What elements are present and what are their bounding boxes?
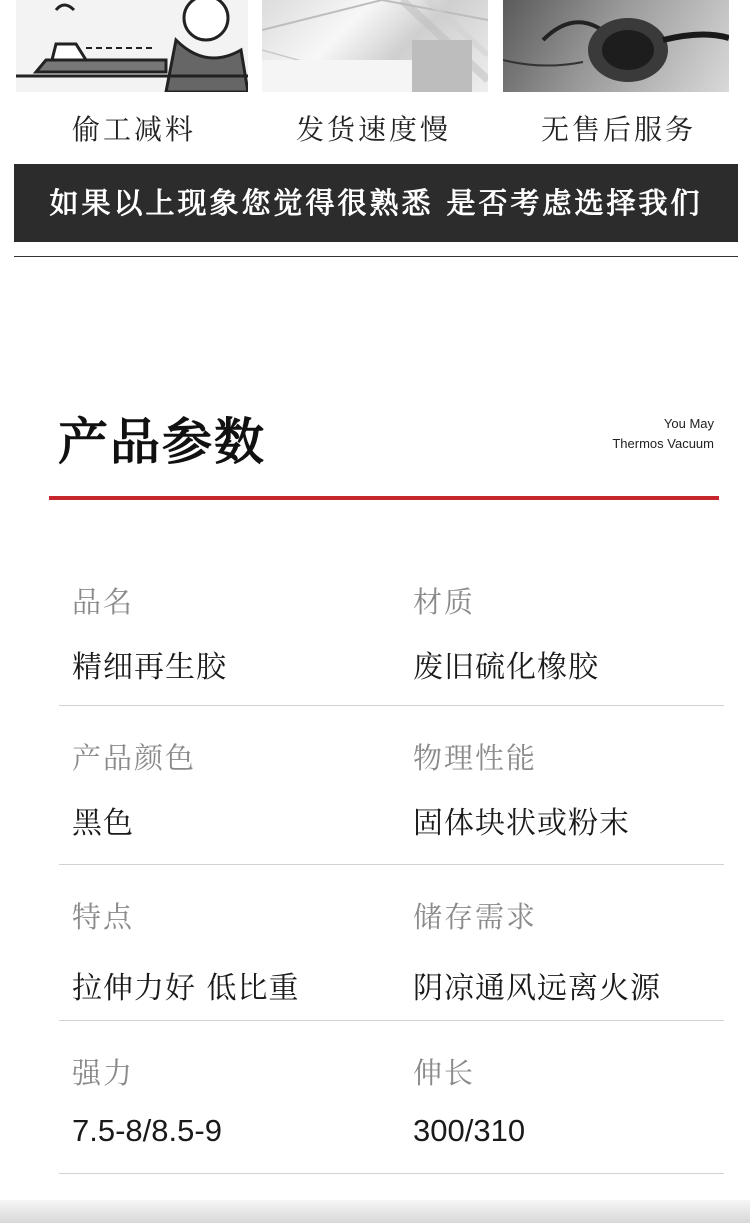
param-value: 拉伸力好 低比重 bbox=[72, 971, 300, 1006]
section-subtitle-line1: You May bbox=[663, 416, 714, 431]
headset-icon bbox=[503, 0, 729, 92]
package-icon bbox=[262, 0, 488, 92]
feature-caption-slow-shipping: 发货速度慢 bbox=[296, 113, 452, 146]
section-accent-rule bbox=[49, 496, 719, 500]
param-value: 300/310 bbox=[413, 1113, 526, 1148]
feature-caption-no-after-sales: 无售后服务 bbox=[541, 113, 697, 146]
param-label: 储存需求 bbox=[413, 900, 538, 934]
param-label: 品名 bbox=[72, 585, 135, 619]
param-label: 强力 bbox=[72, 1056, 135, 1090]
section-subtitle-line2: Thermos Vacuum bbox=[612, 436, 714, 451]
params-row bbox=[59, 1021, 724, 1174]
param-value: 阴凉通风远离火源 bbox=[413, 971, 661, 1006]
param-value: 黑色 bbox=[72, 806, 134, 841]
param-label: 特点 bbox=[72, 900, 135, 934]
params-table bbox=[59, 548, 724, 1174]
params-row bbox=[59, 865, 724, 1021]
param-label: 材质 bbox=[413, 585, 476, 619]
param-value: 精细再生胶 bbox=[72, 650, 227, 685]
param-label: 产品颜色 bbox=[72, 741, 197, 775]
param-value: 废旧硫化橡胶 bbox=[413, 650, 599, 685]
params-row bbox=[59, 548, 724, 706]
cartoon-office-icon bbox=[16, 0, 248, 92]
feature-caption-cutting-corners: 偷工减料 bbox=[72, 113, 197, 146]
param-value: 固体块状或粉末 bbox=[413, 806, 630, 841]
feature-image-row bbox=[0, 0, 750, 95]
param-label: 物理性能 bbox=[413, 741, 538, 775]
banner-divider bbox=[14, 256, 738, 257]
param-label: 伸长 bbox=[413, 1056, 476, 1090]
params-row bbox=[59, 706, 724, 865]
param-value: 7.5-8/8.5-9 bbox=[72, 1113, 222, 1148]
banner-text: 如果以上现象您觉得很熟悉 是否考虑选择我们 bbox=[49, 186, 703, 220]
bottom-edge bbox=[0, 1200, 750, 1223]
section-title: 产品参数 bbox=[58, 413, 266, 471]
promo-banner bbox=[14, 164, 738, 242]
